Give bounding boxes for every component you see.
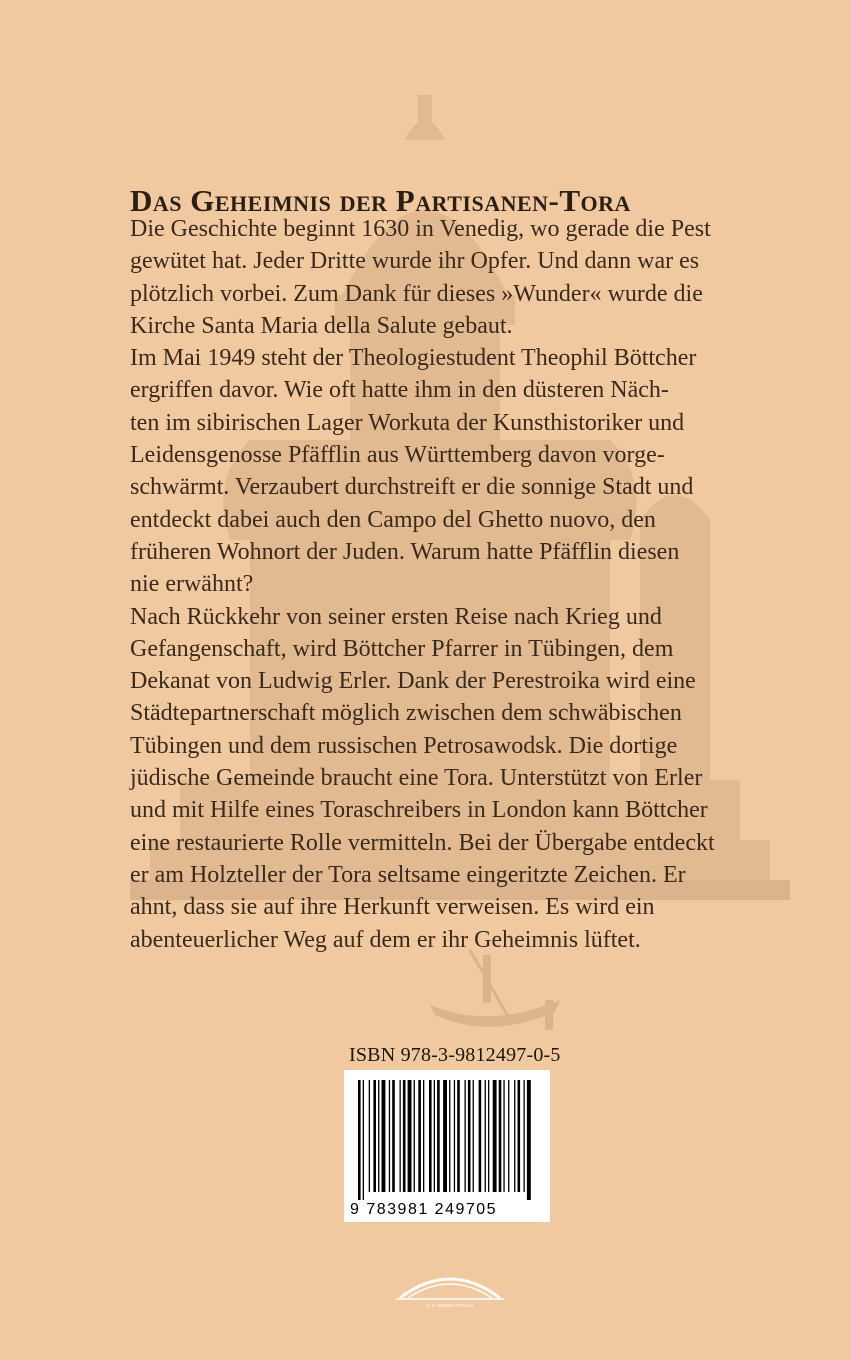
- barcode-bar: [473, 1080, 474, 1192]
- barcode-bar: [423, 1080, 424, 1192]
- blurb-line: Kirche Santa Maria della Salute gebaut.: [130, 312, 513, 339]
- blurb-line: Nach Rückkehr von seiner ersten Reise nach Krieg und: [130, 603, 662, 630]
- barcode-bar: [369, 1080, 370, 1192]
- publisher-logo: [390, 1262, 510, 1312]
- barcode-bar: [414, 1080, 415, 1192]
- barcode-bar: [363, 1080, 364, 1200]
- barcode-bar: [499, 1080, 502, 1192]
- blurb-line: Die Geschichte beginnt 1630 in Venedig, wo gerade die Pest: [130, 216, 711, 242]
- blurb-line: er am Holzteller der Tora seltsame eingeritzte Zeichen. Er: [130, 861, 686, 888]
- barcode-bar: [518, 1080, 521, 1192]
- barcode-bar: [508, 1080, 509, 1192]
- barcode-bar: [389, 1080, 390, 1192]
- blurb-line: nie erwähnt?: [130, 571, 254, 598]
- blurb-line: früheren Wohnort der Juden. Warum hatte Pfäfflin diesen: [130, 538, 680, 565]
- barcode-bar: [378, 1080, 379, 1192]
- blurb-line: und mit Hilfe eines Toraschreibers in London kann Böttcher: [130, 797, 708, 824]
- barcode-bar: [454, 1080, 455, 1192]
- blurb-line: Im Mai 1949 steht der Theologiestudent Theophil Böttcher: [130, 345, 697, 372]
- book-blurb: [130, 213, 770, 956]
- barcode-bar: [358, 1080, 361, 1200]
- blurb-line: Städtepartnerschaft möglich zwischen dem schwäbischen: [130, 700, 682, 727]
- barcode-bar: [382, 1080, 386, 1192]
- blurb-line: ten im sibirischen Lager Workuta der Kunsthistoriker und: [130, 409, 685, 436]
- barcode-bars: [344, 1070, 550, 1200]
- barcode-bar: [457, 1080, 460, 1192]
- barcode-bar: [503, 1080, 504, 1192]
- blurb-line: Gefangenschaft, wird Böttcher Pfarrer in Tübingen, dem: [130, 635, 674, 662]
- barcode-bar: [392, 1080, 395, 1192]
- barcode-bar: [479, 1080, 482, 1192]
- blurb-line: plötzlich vorbei. Zum Dank für dieses »Wunder« wurde die: [130, 280, 703, 307]
- blurb-line: ahnt, dass sie auf ihre Herkunft verweisen. Es wird ein: [130, 894, 655, 921]
- barcode-digits: 9 783981 249705: [350, 1201, 498, 1218]
- barcode-bar: [429, 1080, 432, 1192]
- barcode-bar: [434, 1080, 435, 1192]
- barcode-bar: [514, 1080, 515, 1192]
- blurb-line: entdeckt dabei auch den Campo del Ghetto nuovo, den: [130, 506, 656, 533]
- barcode-bar: [485, 1080, 486, 1192]
- barcode-bar: [468, 1080, 471, 1192]
- barcode-bar: [465, 1080, 466, 1192]
- barcode-bar: [443, 1080, 447, 1192]
- barcode-bar: [527, 1080, 531, 1200]
- blurb-line: ergriffen davor. Wie oft hatte ihm in den düsteren Näch-: [130, 377, 669, 404]
- barcode-bar: [493, 1080, 497, 1192]
- blurb-line: Dekanat von Ludwig Erler. Dank der Perestroika wird eine: [130, 668, 696, 695]
- blurb-line: Leidensgenosse Pfäfflin aus Württemberg davon vorge-: [130, 442, 665, 469]
- isbn-number: ISBN 978-3-9812497-0-5: [349, 1044, 561, 1066]
- barcode: [344, 1070, 550, 1222]
- book-title: Das Geheimnis der Partisanen-Tora: [130, 182, 631, 218]
- barcode-bar: [373, 1080, 376, 1192]
- barcode-bar: [437, 1080, 440, 1192]
- blurb-line: eine restaurierte Rolle vermitteln. Bei der Übergabe entdeckt: [130, 829, 715, 856]
- publisher-logo-text: C. H. BENDER VERLAG: [426, 1303, 474, 1308]
- blurb-line: gewütet hat. Jeder Dritte wurde ihr Opfer. Und dann war es: [130, 248, 700, 275]
- barcode-bar: [408, 1080, 412, 1192]
- barcode-bar: [400, 1080, 401, 1192]
- barcode-bar: [403, 1080, 406, 1192]
- barcode-bar: [488, 1080, 489, 1192]
- blurb-line: abenteuerlicher Weg auf dem er ihr Geheimnis lüftet.: [130, 926, 641, 953]
- blurb-line: schwärmt. Verzaubert durchstreift er die sonnige Stadt und: [130, 474, 694, 501]
- barcode-bar: [449, 1080, 450, 1192]
- blurb-line: Tübingen und dem russischen Petrosawodsk. Die dortige: [130, 732, 678, 759]
- barcode-bar: [418, 1080, 421, 1192]
- barcode-bar: [524, 1080, 525, 1192]
- blurb-line: jüdische Gemeinde braucht eine Tora. Unterstützt von Erler: [130, 765, 703, 792]
